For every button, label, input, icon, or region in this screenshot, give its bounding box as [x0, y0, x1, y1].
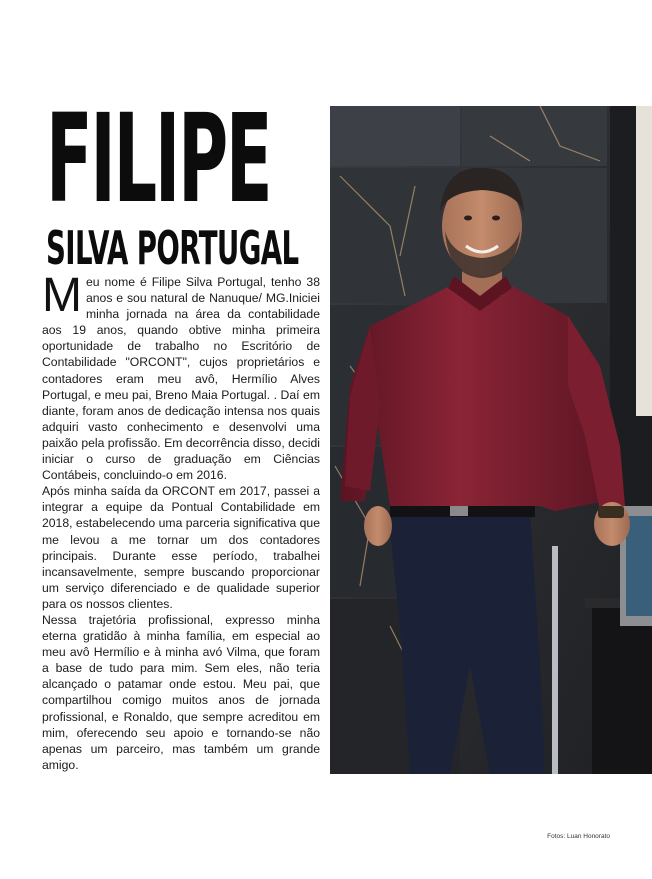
paragraph-2: Após minha saída da ORCONT em 2017, passei a integrar a equipe da Pontual Contabilidade em 2018, estabelecendo uma parceria significativa que me levou a me tornar um dos contadores principais. Durante esse período, trabalhei incansavelmente, sempre buscando proporcionar um serviço diferenciado e de qualidade superior para os nossos clientes. — [42, 484, 320, 611]
photo-credit: Fotos: Luan Honorato — [547, 833, 610, 840]
paragraph-1-text: eu nome é Filipe Silva Portugal, tenho 38 anos e sou natural de Nanuque/ MG.Iniciei minha jornada na área da contabilidade aos 19 anos, quando obtive minha primeira oportunidade de trabalho no Escritório de Contabilidade "ORCONT", cujos proprietários e contadores eram meu avô, Hermílio Alves Portugal, e meu pai, Breno Maia Portugal. . Daí em diante, foram anos de dedicação intensa nos quais adquiri vasto conhecimento e desenvolvi uma paixão pela profissão. Em decorrência disso, decidi iniciar o curso de graduação em Ciências Contábeis, concluindo-o em 2016. — [42, 275, 320, 483]
page-title: FILIPE — [46, 88, 271, 230]
portrait-photo — [330, 106, 652, 774]
paragraph-3: Nessa trajetória profissional, expresso minha eterna gratidão à minha família, em especial ao meu avô Hermílio e à minha avó Vilma, que foram a base de tudo para mim. Sem eles, não teria alcançado o patamar onde estou. Meu pai, que compartilhou comigo muitos anos de jornada profissional, e Ronaldo, que sempre acreditou em mim, oferecendo seu apoio e tornando-se não apenas um parceiro, mas também um grande amigo. — [42, 612, 320, 772]
article-body — [42, 269, 320, 773]
page-subtitle: SILVA PORTUGAL — [46, 221, 299, 275]
drop-cap: M — [42, 269, 82, 322]
paragraph-1 — [42, 269, 320, 483]
